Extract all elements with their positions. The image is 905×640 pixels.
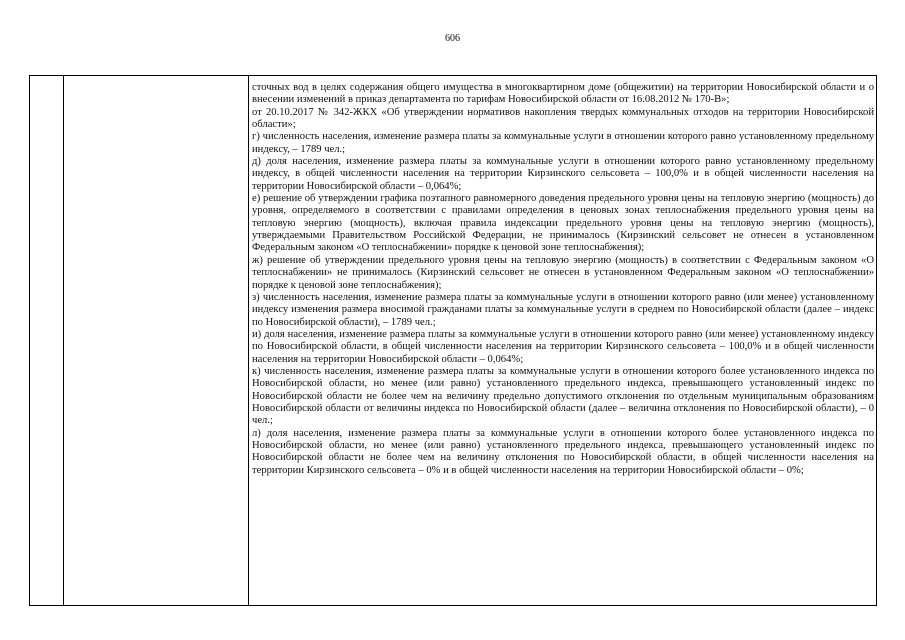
page-number: 606 bbox=[445, 33, 460, 44]
paragraph-4: д) доля населения, изменение размера платы за коммунальные услуги в отношении которого равно установленному предельному индексу, в общей численности населения на территории Кирзинского сельсовета – 100,0% и в общей численности населения на территории Новосибирской области – 0,064%; bbox=[252, 156, 874, 192]
paragraph-6: ж) решение об утверждении предельного уровня цены на тепловую энергию (мощность) в соответствии с Федеральным законом «О теплоснабжении» не принималось (Кирзинский сельсовет не отнесен в установленном Федеральным законом «О теплоснабжении» порядке к ценовой зоне теплоснабжения); bbox=[252, 254, 874, 291]
paragraph-9: к) численность населения, изменение размера платы за коммунальные услуги в отношении которого более установленного индекса по Новосибирской области, но менее (или равно) установленного предельного индекса, превышающего установленный индекс по Новосибирской области не более чем на величину предельно допустимого отклонения по отдельным муниципальным образованиям Новосибирской области от величины индекса по Новосибирской области (далее – величина отклонения по Новосибирской области), – 0 чел.; bbox=[252, 365, 874, 427]
paragraph-5: е) решение об утверждении графика поэтапного равномерного доведения предельного уровня цены на тепловую энергию (мощность) до уровня, определяемого в соответствии с правилами определения в ценовых зонах теплоснабжения предельного уровня цены на тепловую энергию (мощность), включая правила индексации предельного уровня цены на тепловую энергию (мощность), утверждаемыми Правительством Российской Федерации, не принималось (Кирзинский сельсовет не отнесен в установленном Федеральным законом «О теплоснабжении» порядке к ценовой зоне теплоснабжения); bbox=[252, 193, 874, 254]
paragraph-3: г) численность населения, изменение размера платы за коммунальные услуги в отношении которого равно установленному предельному индексу, – 1789 чел.; bbox=[252, 131, 874, 155]
table-cell-content bbox=[252, 82, 874, 477]
table-column-divider-1 bbox=[63, 76, 64, 605]
paragraph-7: з) численность населения, изменение размера платы за коммунальные услуги в отношении которого равно (или менее) установленному индексу изменения размера вносимой гражданами платы за коммунальные услуги в среднем по Новосибирской области (далее – индекс по Новосибирской области), – 1789 чел.; bbox=[252, 291, 874, 328]
paragraph-10: л) доля населения, изменение размера платы за коммунальные услуги в отношении которого более установленного индекса по Новосибирской области, но менее (или равно) установленного предельного индекса, превышающего установленный индекс по Новосибирской области не более чем на величину отклонения по Новосибирской области, в общей численности населения на территории Кирзинского сельсовета – 0% и в общей численности населения на территории Новосибирской области – 0%; bbox=[252, 427, 874, 476]
document-table bbox=[29, 75, 877, 606]
paragraph-1: сточных вод в целях содержания общего имущества в многоквартирном доме (общежитии) на территории Новосибирской области и о внесении изменений в приказ департамента по тарифам Новосибирской области от 16.08.2012 № 170-В»; bbox=[252, 82, 874, 106]
table-column-divider-2 bbox=[248, 76, 249, 605]
paragraph-8: и) доля населения, изменение размера платы за коммунальные услуги в отношении которого равно (или менее) установленному индексу по Новосибирской области, в общей численности населения на территории Кирзинского сельсовета – 100,0% и в общей численности населения на территории Новосибирской области – 0,064%; bbox=[252, 328, 874, 365]
paragraph-2: от 20.10.2017 № 342-ЖКХ «Об утверждении нормативов накопления твердых коммунальных отходов на территории Новосибирской области»; bbox=[252, 106, 874, 131]
